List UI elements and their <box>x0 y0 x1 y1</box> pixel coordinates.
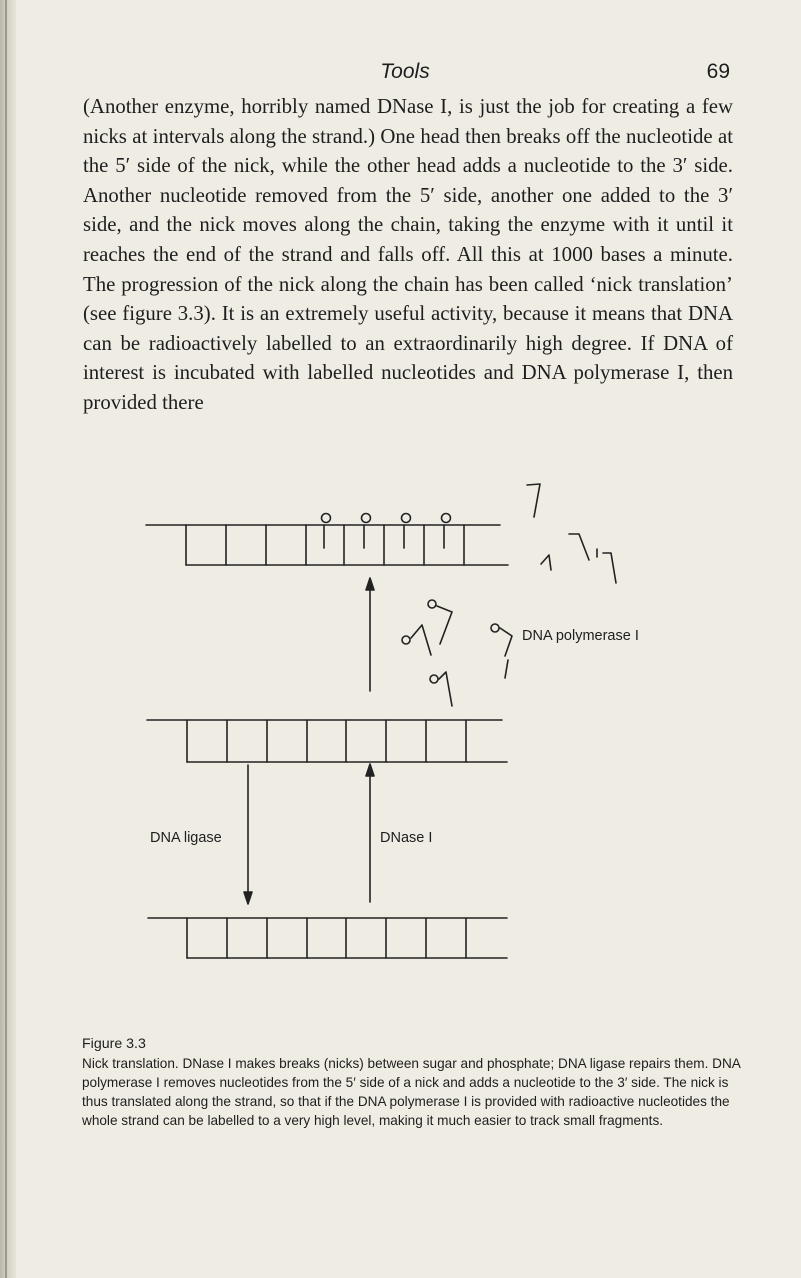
arrow-down-ligase <box>244 765 252 904</box>
page-number: 69 <box>706 60 730 83</box>
phosphate-circle <box>322 514 331 523</box>
dna-strand-bottom <box>148 918 507 958</box>
figure-caption <box>82 1035 742 1130</box>
phosphate-circle <box>402 514 411 523</box>
dna-strand-nicked <box>147 720 507 762</box>
free-nucleotides-top <box>527 484 616 583</box>
phosphate-circle <box>362 514 371 523</box>
figure-caption-text: Nick translation. DNase I makes breaks (nicks) between sugar and phosphate; DNA ligase repairs them. DNA polymerase I removes nucleotides from the 5′ side of a nick and adds a nucleotide to the 3′ side. The nick is thus translated along the strand, so that if the DNA polymerase I is provided with radioactive nucleotides the whole strand can be labelled to a very high level, making it much easier to track small fragments. <box>82 1056 741 1128</box>
arrow-up-polymerase <box>366 578 374 691</box>
released-nucleotides <box>402 600 512 706</box>
body-paragraph: (Another enzyme, horribly named DNase I, is just the job for creating a few nicks at intervals along the strand.) One head then breaks off the nucleotide at the 5′ side of the nick, while the other head adds a nucleotide to the 3′ side. Another nucleotide removed from the 5′ side, another one added to the 3′ side, and the nick moves along the chain, taking the enzyme with it until it reaches the end of the strand and falls off. All this at 1000 bases a minute. The progression of the nick along the chain has been called ‘nick translation’ (see figure 3.3). It is an extremely useful activity, because it means that DNA can be radioactively labelled to an extraordinarily high degree. If DNA of interest is incubated with labelled nucleotides and DNA polymerase I, then provided there <box>83 95 733 414</box>
arrow-up-dnase <box>366 764 374 902</box>
figure-caption-title: Figure 3.3 <box>82 1036 146 1052</box>
chapter-title: Tools <box>380 60 430 83</box>
label-dna-ligase: DNA ligase <box>150 830 222 846</box>
dna-strand-top <box>146 514 508 566</box>
label-dnase: DNase I <box>380 830 433 846</box>
phosphate-circle <box>442 514 451 523</box>
label-dna-polymerase: DNA polymerase I <box>522 628 639 644</box>
